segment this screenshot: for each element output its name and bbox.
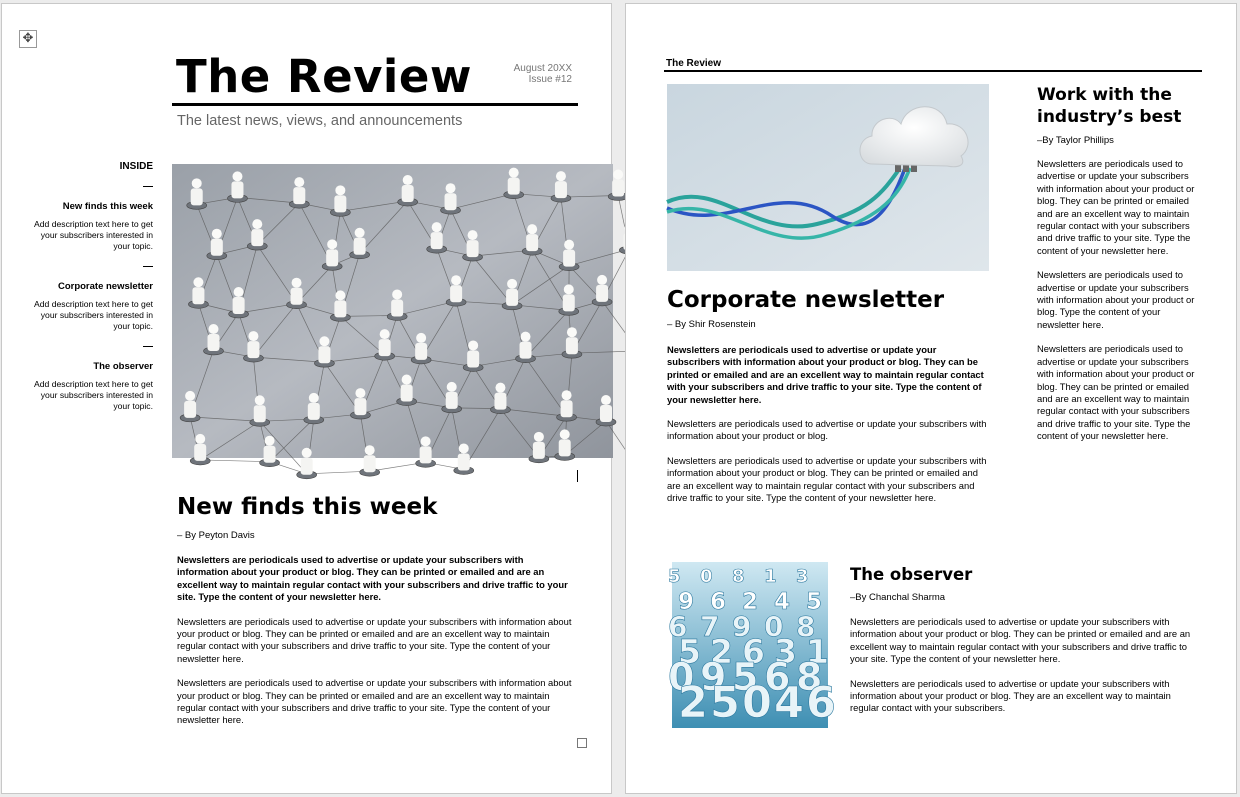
svg-text:7: 7	[700, 610, 720, 643]
svg-text:0: 0	[764, 610, 784, 643]
sidebar-item-title: The observer	[93, 361, 153, 372]
svg-text:3: 3	[774, 632, 797, 671]
page-2	[625, 3, 1237, 794]
masthead-rule	[172, 103, 578, 106]
svg-text:5: 5	[678, 632, 701, 671]
column-title: Work with the industry’s best	[1037, 85, 1182, 127]
sidebar-item-title: Corporate newsletter	[57, 281, 153, 292]
numbers-image	[668, 562, 836, 728]
svg-text:0: 0	[742, 678, 772, 728]
text-cursor	[577, 470, 578, 482]
article-paragraph: Newsletters are periodicals used to advertise or update your subscribers with information about your product or blog.	[667, 418, 987, 442]
svg-text:9: 9	[700, 655, 727, 699]
masthead-title: The Review	[176, 50, 472, 103]
issue-number: Issue #12	[528, 74, 572, 85]
svg-text:4: 4	[774, 589, 791, 615]
article-title: Corporate newsletter	[667, 287, 945, 313]
running-header: The Review	[666, 58, 722, 69]
svg-text:6: 6	[710, 589, 727, 615]
svg-text:3: 3	[796, 566, 809, 587]
column-paragraph: Newsletters are periodicals used to advertise or update your subscribers with information about your product or blog. Type the content of your newsletter here.	[1037, 269, 1195, 330]
article-byline: – By Peyton Davis	[177, 530, 255, 541]
article-paragraph: Newsletters are periodicals used to advertise or update your subscribers with information about your product or blog. They can be printed or emailed and are an excellent way to maintain regular contact with your subscribers and drive traffic to your site. Type the content of your newsletter here.	[177, 677, 572, 726]
column-body	[1037, 158, 1202, 455]
svg-text:8: 8	[796, 610, 816, 643]
svg-text:4: 4	[774, 678, 804, 728]
page-1	[1, 3, 612, 794]
svg-text:0: 0	[700, 566, 713, 587]
svg-text:1: 1	[764, 566, 777, 587]
article-title: New finds this week	[177, 494, 438, 520]
article-body	[667, 344, 989, 516]
observer-body	[850, 616, 1195, 727]
issue-date: August 20XX	[513, 63, 572, 74]
svg-text:2: 2	[710, 632, 733, 671]
svg-text:2: 2	[678, 678, 708, 728]
cloud-cable-image	[667, 84, 989, 271]
observer-paragraph: Newsletters are periodicals used to advertise or update your subscribers with information about your product or blog. They are an excellent way to maintain regular contact with your subscribers.	[850, 677, 1171, 714]
tagline: The latest news, views, and announcements	[177, 113, 463, 129]
svg-text:8: 8	[796, 655, 823, 699]
svg-text:1: 1	[806, 632, 829, 671]
sidebar-divider	[143, 186, 153, 187]
table-move-handle-icon[interactable]: ✥	[19, 30, 37, 48]
article-paragraph: Newsletters are periodicals used to advertise or update your subscribers with information about your product or blog. They can be printed or emailed and are an excellent way to maintain regular contact with your subscribers and drive traffic to your site. Type the content of your newsletter here.	[177, 615, 572, 664]
header-rule	[664, 70, 1202, 72]
svg-text:0: 0	[668, 655, 695, 699]
svg-text:6: 6	[764, 655, 791, 699]
svg-text:5: 5	[668, 566, 681, 587]
svg-text:2: 2	[742, 589, 759, 615]
observer-byline: –By Chanchal Sharma	[850, 592, 946, 603]
sidebar-divider	[143, 346, 153, 347]
svg-text:8: 8	[732, 566, 745, 587]
column-byline: –By Taylor Phillips	[1037, 135, 1114, 146]
sidebar-item-desc: Add description text here to get your subscribers interested in your topic.	[34, 379, 153, 411]
article-paragraph: Newsletters are periodicals used to advertise or update your subscribers with information about your product or blog. They can be printed or emailed and are an excellent way to maintain regular contact with your subscribers and drive traffic to your site. Type the content of your newsletter here.	[667, 454, 987, 504]
svg-text:6: 6	[742, 632, 765, 671]
svg-text:5: 5	[806, 589, 823, 615]
column-paragraph: Newsletters are periodicals used to advertise or update your subscribers with information about your product or blog. They can be printed or emailed and are an excellent way to maintain regular contact with your subscribers and drive traffic to your site. Type the content of your newsletter here.	[1037, 158, 1195, 256]
svg-text:9: 9	[678, 589, 695, 615]
svg-text:6: 6	[668, 610, 688, 643]
inside-sidebar	[22, 159, 153, 412]
network-people-image	[172, 164, 613, 458]
svg-text:9: 9	[732, 610, 752, 643]
sidebar-heading: INSIDE	[119, 161, 153, 172]
article-lead: Newsletters are periodicals used to advertise or update your subscribers with information about your product or blog. They can be printed or emailed and are an excellent way to maintain regular contact with your subscribers and drive traffic to your site. Type the content of your newsletter here.	[667, 344, 984, 405]
sidebar-divider	[143, 266, 153, 267]
observer-paragraph: Newsletters are periodicals used to advertise or update your subscribers with information about your product or blog. They can be printed or emailed and are an excellent way to maintain regular contact with your subscribers and drive traffic to your site. Type the content of your newsletter here.	[850, 616, 1191, 665]
sidebar-item-desc: Add description text here to get your subscribers interested in your topic.	[34, 299, 153, 331]
svg-text:5: 5	[732, 655, 759, 699]
article-body	[177, 554, 577, 739]
sidebar-item-title: New finds this week	[62, 201, 153, 212]
article-byline: – By Shir Rosenstein	[667, 319, 756, 330]
observer-title: The observer	[850, 565, 973, 584]
svg-text:6: 6	[806, 678, 836, 728]
article-lead: Newsletters are periodicals used to advertise or update your subscribers with information about your product or blog. They can be printed or emailed and are an excellent way to maintain regular contact with your subscribers and drive traffic to your site. Type the content of your newsletter here.	[177, 554, 568, 603]
column-paragraph: Newsletters are periodicals used to advertise or update your subscribers with information about your product or blog. They can be printed or emailed and are an excellent way to maintain regular contact with your subscribers and drive traffic to your site. Type the content of your newsletter here.	[1037, 343, 1195, 442]
sidebar-item-desc: Add description text here to get your subscribers interested in your topic.	[34, 219, 153, 251]
object-anchor-handle[interactable]	[577, 738, 587, 748]
issue-info	[472, 63, 572, 85]
svg-text:5: 5	[710, 678, 740, 728]
